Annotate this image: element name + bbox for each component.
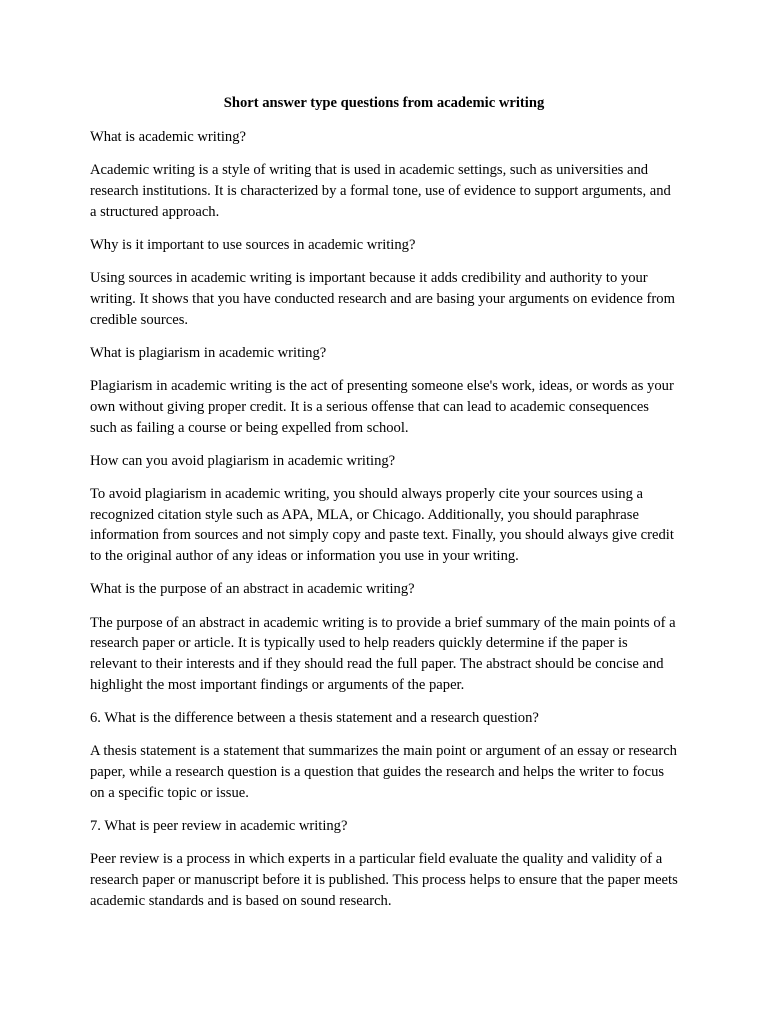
answer-text: Using sources in academic writing is important because it adds credibility and authority to your writing. It shows that you have conducted research and are basing your arguments on evidence from credible sources. — [90, 269, 675, 328]
document-page — [90, 93, 678, 924]
answer-text: A thesis statement is a statement that summarizes the main point or argument of an essay or research paper, while a research question is a question that guides the research and helps the writer to focus on a specific topic or issue. — [90, 743, 677, 802]
answer-text: To avoid plagiarism in academic writing, you should always properly cite your sources using a recognized citation style such as APA, MLA, or Chicago. Additionally, you should paraphrase information from sources and not simply copy and paste text. Finally, you should always give credit to the original author of any ideas or information you use in your writing. — [90, 485, 674, 565]
question-text: 7. What is peer review in academic writing? — [90, 818, 348, 835]
qa-item-3 — [90, 343, 678, 439]
qa-item-2 — [90, 235, 678, 331]
qa-item-4 — [90, 451, 678, 567]
qa-item-6 — [90, 708, 678, 804]
document-title: Short answer type questions from academic writing — [223, 95, 545, 111]
qa-item-5 — [90, 579, 678, 695]
question-text: What is the purpose of an abstract in academic writing? — [90, 581, 415, 598]
question-text: 6. What is the difference between a thesis statement and a research question? — [90, 710, 539, 727]
qa-item-7 — [90, 816, 678, 912]
answer-text: Peer review is a process in which experts in a particular field evaluate the quality and validity of a research paper or manuscript before it is published. This process helps to ensure that the paper meets academic standards and is based on sound research. — [90, 851, 678, 909]
question-text: How can you avoid plagiarism in academic writing? — [90, 452, 396, 469]
qa-item-1 — [90, 127, 678, 223]
question-text: What is plagiarism in academic writing? — [90, 344, 327, 361]
answer-text: Academic writing is a style of writing that is used in academic settings, such as universities and research institutions. It is characterized by a formal tone, use of evidence to support arguments, and a structured approach. — [90, 161, 671, 220]
answer-text: The purpose of an abstract in academic writing is to provide a brief summary of the main points of a research paper or article. It is typically used to help readers quickly determine if the paper is relevant to their interests and if they should read the full paper. The abstract should be concise and highlight the most important findings or arguments of the paper. — [90, 614, 676, 694]
question-text: Why is it important to use sources in academic writing? — [90, 236, 416, 253]
question-text: What is academic writing? — [90, 128, 247, 145]
answer-text: Plagiarism in academic writing is the act of presenting someone else's work, ideas, or words as your own without giving proper credit. It is a serious offense that can lead to academic consequences such as failing a course or being expelled from school. — [90, 377, 674, 436]
